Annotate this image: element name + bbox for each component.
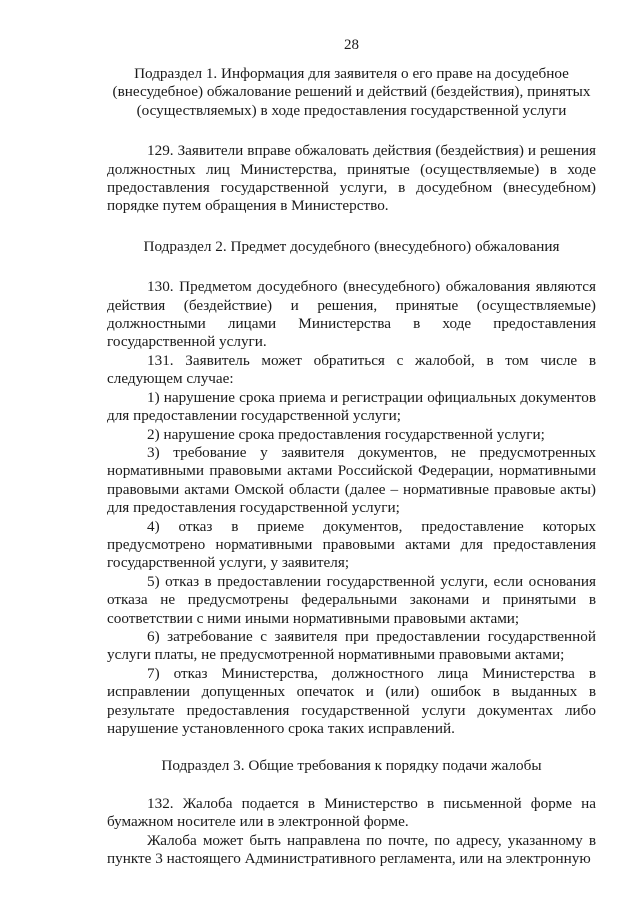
list-item: 4) отказ в приеме документов, предоставление которых предусмотрено нормативными правовыми актами для предоставления государственной услуги, у заявителя;: [107, 517, 596, 572]
paragraph-130: 130. Предметом досудебного (внесудебного) обжалования являются действия (бездействие) и решения, принятые (осуществляемые) должностными лицами Министерства в ходе предоставления государственной услуги.: [107, 278, 596, 351]
list-item: 1) нарушение срока приема и регистрации официальных документов для предоставлении государственной услуги;: [107, 388, 596, 425]
list-item: 2) нарушение срока предоставления государственной услуги;: [147, 425, 545, 443]
list-item: 7) отказ Министерства, должностного лица Министерства в исправлении допущенных опечаток и (или) ошибок в выданных в результате предоставления государственной услуги документах либо нарушение установленного срока таких исправлений.: [107, 664, 596, 737]
list-item: 6) затребование с заявителя при предоставлении государственной услуги платы, не предусмотренной нормативными правовыми актами;: [107, 627, 596, 664]
paragraph-132-continued: Жалоба может быть направлена по почте, по адресу, указанному в пункте 3 настоящего Административного регламента, или на электронную: [107, 831, 596, 868]
paragraph-132: 132. Жалоба подается в Министерство в письменной форме на бумажном носителе или в электронной форме.: [107, 794, 596, 831]
page-number: 28: [344, 37, 359, 53]
section-1-heading: Подраздел 1. Информация для заявителя о его праве на досудебное (внесудебное) обжалование решений и действий (бездействия), принятых (осуществляемых) в ходе предоставления государственной услуги: [112, 65, 591, 119]
paragraph-129: 129. Заявители вправе обжаловать действия (бездействия) и решения должностных лиц Министерства, принятые (осуществляемые) в ходе предоставления государственной услуги, в досудебном (внесудебном) порядке путем обращения в Министерство.: [107, 142, 596, 215]
section-3-heading: Подраздел 3. Общие требования к порядку подачи жалобы: [161, 757, 542, 775]
section-2-heading: Подраздел 2. Предмет досудебного (внесудебного) обжалования: [143, 237, 560, 255]
list-item: 3) требование у заявителя документов, не предусмотренных нормативными правовыми актами Российской Федерации, нормативными правовыми актами Омской области (далее – нормативные правовые акты) для предоставления государственной услуги;: [107, 443, 596, 517]
list-item: 5) отказ в предоставлении государственной услуги, если основания отказа не предусмотрены федеральными законами и принятыми в соответствии с ними иными нормативными правовыми актами;: [107, 572, 596, 627]
paragraph-131: 131. Заявитель может обратиться с жалобой, в том числе в следующем случае:: [107, 351, 596, 388]
